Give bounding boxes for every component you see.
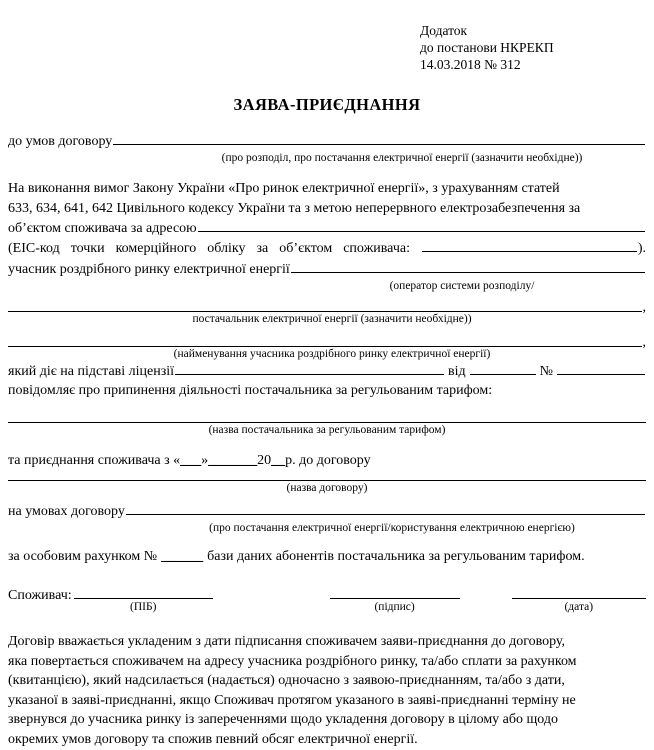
eic-word-5: об’єктом — [279, 241, 333, 256]
accession-year-blank[interactable]: __ — [271, 453, 286, 468]
consumer-date-blank[interactable] — [512, 586, 647, 599]
license-from-label: від — [448, 363, 466, 379]
contract-conditions-row — [8, 501, 646, 521]
body-line-2: 633, 634, 641, 642 Цивільного кодексу України та з метою неперервного електрозабезпечення за — [8, 200, 581, 216]
eic-code-blank[interactable] — [422, 238, 637, 252]
address-row — [8, 218, 646, 238]
participant-name-rule-tail: , — [642, 334, 646, 350]
accession-date-row — [8, 451, 646, 470]
supplier-rule-tail: , — [642, 299, 646, 315]
license-number-blank[interactable] — [175, 361, 444, 375]
consumer-signature-slot — [330, 586, 460, 614]
closing-line-1: Договір вважається укладеним з дати підписання споживачем заяви-приєднання до договору, — [8, 634, 566, 649]
closing-line-3: (квитанцією), який надсилається (надається) одночасно з заявою-приєднанням, та/або з дати, — [8, 673, 565, 688]
eic-tail: ). — [637, 241, 646, 256]
contract-terms-row — [8, 131, 646, 151]
body-paragraph-1 — [8, 179, 646, 218]
header-line-appendix: Додаток — [420, 23, 468, 38]
document-header — [8, 22, 646, 73]
contract-conditions-blank[interactable] — [126, 501, 645, 515]
accession-day-blank[interactable]: ___ — [180, 453, 202, 468]
caption-consumer-date: (дата) — [564, 601, 594, 613]
consumer-label: Споживач: — [8, 588, 72, 603]
header-line-resolution: до постанови НКРЕКП — [420, 40, 554, 55]
license-date-blank[interactable] — [470, 361, 536, 375]
supplier-rule-row — [8, 299, 646, 315]
personal-account-prefix: за особовим рахунком № — [8, 549, 158, 564]
contract-conditions-label: на умовах договору — [8, 504, 125, 519]
address-blank[interactable] — [198, 218, 645, 232]
accession-prefix: та приєднання споживача з « — [8, 453, 181, 468]
contract-terms-label: до умов договору — [8, 134, 113, 149]
eic-word-3: обліку — [207, 241, 246, 256]
page-title: ЗАЯВА-ПРИЄДНАННЯ — [233, 95, 421, 114]
personal-account-row — [8, 547, 646, 566]
contract-terms-blank[interactable] — [113, 131, 645, 145]
caption-supplier: постачальник електричної енергії (зазначити необхідне)) — [192, 312, 472, 325]
caption-operator: (оператор системи розподілу/ — [389, 279, 535, 292]
closing-line-5: звернувся до учасника ринку із запереченнями щодо укладення договору в цілому або щодо — [8, 712, 559, 727]
license-row — [8, 361, 646, 381]
license-no-blank[interactable] — [557, 361, 645, 375]
consumer-date-slot — [512, 586, 647, 614]
closing-line-6: окремих умов договору та спожив певний обсяг електричної енергії. — [8, 731, 418, 747]
personal-account-suffix: бази даних абонентів постачальника за регульованим тарифом. — [207, 549, 585, 564]
personal-account-blank[interactable]: ______ — [161, 549, 204, 564]
eic-code-row — [8, 238, 646, 259]
body-line-1: На виконання вимог Закону України «Про ринок електричної енергії», з урахуванням статей — [8, 181, 560, 196]
participant-label: учасник роздрібного ринку електричної енергії — [8, 261, 290, 277]
accession-quote-close: » — [201, 453, 209, 468]
participant-row — [8, 259, 646, 279]
caption-consumer-name: (ПІБ) — [130, 601, 157, 613]
consumer-name-blank[interactable] — [74, 586, 213, 599]
closing-paragraph — [8, 632, 646, 749]
caption-regulated-supplier: (назва постачальника за регульованим тарифом) — [208, 424, 446, 436]
license-number-label: № — [539, 363, 553, 379]
eic-word-4: за — [256, 241, 269, 256]
contract-terms-caption: (про розподіл, про постачання електричної енергії (зазначити необхідне)) — [221, 152, 583, 164]
address-label: об’єктом споживача за адресою — [8, 221, 197, 236]
notice-text: повідомляє про припинення діяльності постачальника за регульованим тарифом: — [8, 382, 493, 398]
caption-consumer-signature: (підпис) — [374, 601, 415, 613]
participant-blank[interactable] — [291, 259, 645, 273]
signature-row — [8, 586, 646, 614]
accession-year-prefix: 20 — [257, 453, 272, 468]
eic-word-2: комерційного — [115, 241, 197, 256]
eic-word-1: точки — [70, 241, 105, 256]
eic-word-6: споживача: — [343, 241, 410, 256]
caption-participant-name: (найменування учасника роздрібного ринку електричної енергії) — [173, 347, 491, 360]
accession-suffix: р. до договору — [285, 453, 371, 468]
participant-name-rule-row — [8, 334, 646, 350]
consumer-name-slot — [74, 586, 213, 614]
accession-month-blank[interactable]: _______ — [208, 453, 258, 468]
caption-contract-name: (назва договору) — [286, 482, 368, 494]
closing-line-4: указаної в заяві-приєднанні, якщо Споживач протягом указаного в заяві-приєднанні терміну не — [8, 692, 576, 708]
header-line-date-number: 14.03.2018 № 312 — [420, 57, 521, 72]
eic-word-0: (ЕІС-код — [8, 241, 60, 256]
caption-contract-conditions: (про постачання електричної енергії/користування електричною енергією) — [209, 522, 575, 534]
license-label: який діє на підставі ліцензії — [8, 363, 175, 379]
consumer-signature-blank[interactable] — [330, 586, 460, 599]
closing-line-2: яка повертається споживачем на адресу учасника роздрібного ринку, та/або сплати за рахунком — [8, 653, 577, 669]
